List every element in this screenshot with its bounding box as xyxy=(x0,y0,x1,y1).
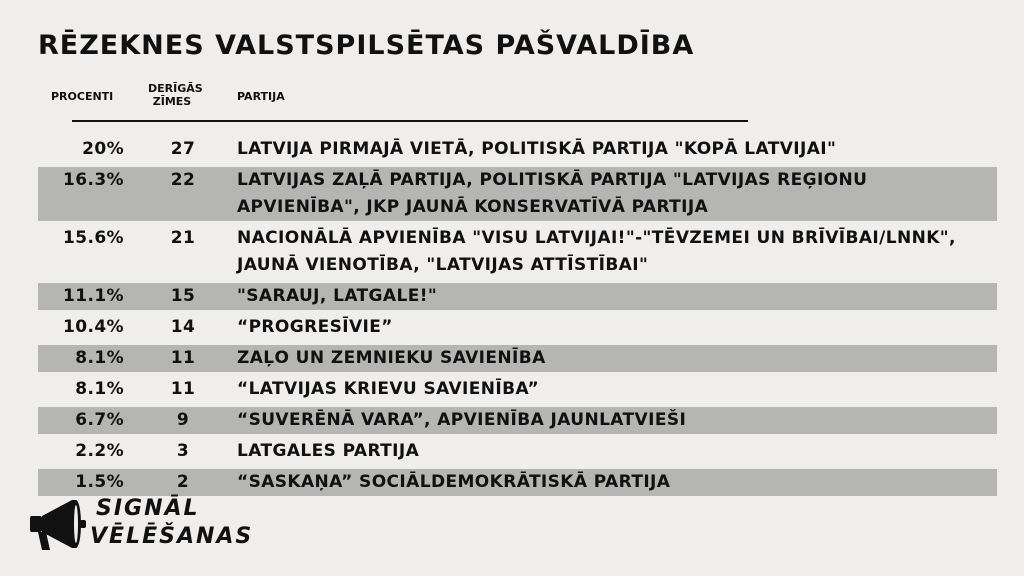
header-divider xyxy=(72,120,748,122)
cell-percent: 11.1% xyxy=(63,286,124,306)
cell-party: LATVIJAS ZAĻĀ PARTIJA, POLITISKĀ PARTIJA "LATVIJAS REĢIONU APVIENĪBA", JKP JAUNĀ KONSERVATĪVĀ PARTIJA xyxy=(237,170,874,217)
megaphone-icon xyxy=(26,494,88,556)
cell-percent: 20% xyxy=(82,139,124,159)
signal-velesanas-logo xyxy=(26,492,254,558)
table-row xyxy=(38,438,997,465)
cell-percent: 16.3% xyxy=(63,170,124,190)
cell-percent: 2.2% xyxy=(75,441,124,461)
table-row xyxy=(38,314,997,341)
cell-percent: 1.5% xyxy=(75,472,124,492)
table-row xyxy=(38,225,997,279)
cell-party: “PROGRESĪVIE” xyxy=(237,317,393,337)
cell-percent: 10.4% xyxy=(63,317,124,337)
header-votes: DERĪGĀS ZĪMES xyxy=(148,82,203,108)
cell-votes: 11 xyxy=(170,379,196,399)
cell-votes: 3 xyxy=(176,441,190,461)
cell-votes: 9 xyxy=(176,410,190,430)
cell-party: LATGALES PARTIJA xyxy=(237,441,420,461)
cell-party: NACIONĀLĀ APVIENĪBA "VISU LATVIJAI!"-"TĒVZEMEI UN BRĪVĪBAI/LNNK", JAUNĀ VIENOTĪBA, "LATVIJAS ATTĪSTĪBAI" xyxy=(237,228,963,275)
logo-line2: VĒLĒŠANAS xyxy=(90,524,254,549)
page-title: RĒZEKNES VALSTSPILSĒTAS PAŠVALDĪBA xyxy=(38,30,695,61)
cell-votes: 21 xyxy=(170,228,196,248)
cell-party: ZAĻO UN ZEMNIEKU SAVIENĪBA xyxy=(237,348,546,368)
cell-party: “LATVIJAS KRIEVU SAVIENĪBA” xyxy=(237,379,540,399)
table-row xyxy=(38,167,997,221)
cell-party: LATVIJA PIRMAJĀ VIETĀ, POLITISKĀ PARTIJA "KOPĀ LATVIJAI" xyxy=(237,139,837,159)
cell-votes: 27 xyxy=(170,139,196,159)
cell-votes: 2 xyxy=(176,472,190,492)
cell-percent: 6.7% xyxy=(75,410,124,430)
cell-party: “SASKAŅA” SOCIĀLDEMOKRĀTISKĀ PARTIJA xyxy=(237,472,671,492)
table-row xyxy=(38,407,997,434)
header-party: PARTIJA xyxy=(237,90,285,103)
cell-votes: 14 xyxy=(170,317,196,337)
cell-percent: 8.1% xyxy=(75,348,124,368)
cell-party: "SARAUJ, LATGALE!" xyxy=(237,286,438,306)
header-percent: PROCENTI xyxy=(51,90,114,103)
table-row xyxy=(38,376,997,403)
cell-percent: 15.6% xyxy=(63,228,124,248)
results-table xyxy=(38,136,997,496)
logo-line1: SIGNĀL xyxy=(96,496,200,521)
cell-party: “SUVERĒNĀ VARA”, APVIENĪBA JAUNLATVIEŠI xyxy=(237,410,687,430)
cell-percent: 8.1% xyxy=(75,379,124,399)
cell-votes: 15 xyxy=(170,286,196,306)
table-row xyxy=(38,283,997,310)
table-row xyxy=(38,345,997,372)
table-row xyxy=(38,136,997,163)
cell-votes: 11 xyxy=(170,348,196,368)
cell-votes: 22 xyxy=(170,170,196,190)
